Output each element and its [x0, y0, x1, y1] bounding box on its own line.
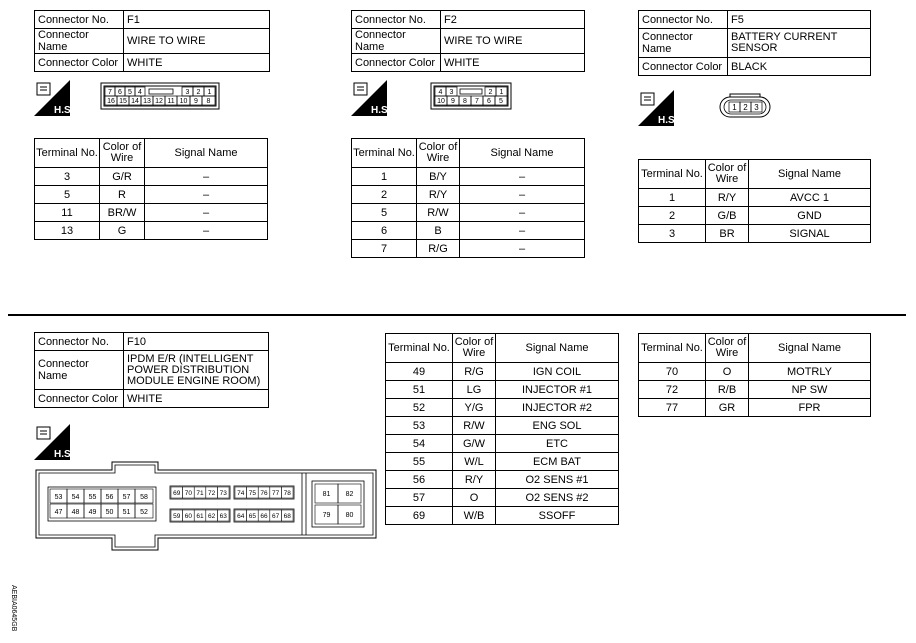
- signal-cell: –: [145, 204, 268, 222]
- f10-pin: 59: [173, 513, 181, 520]
- terminal-cell: 53: [386, 417, 453, 435]
- f2-pin: 6: [487, 98, 491, 105]
- label-connector-color: Connector Color: [639, 58, 728, 76]
- f2-info-table: [351, 10, 585, 72]
- signal-cell: ECM BAT: [496, 453, 619, 471]
- f2-connector-color: WHITE: [441, 54, 585, 72]
- label-connector-color: Connector Color: [352, 54, 441, 72]
- terminal-cell: 57: [386, 489, 453, 507]
- f10-pin: 76: [260, 490, 268, 497]
- f10-pin: 71: [196, 490, 204, 497]
- hs-label: H.S.: [54, 449, 74, 460]
- wire-cell: R/W: [453, 417, 496, 435]
- f1-pin: 15: [119, 98, 127, 105]
- wire-cell: BR: [706, 225, 749, 243]
- table-row: [386, 453, 619, 471]
- wire-cell: GR: [706, 399, 749, 417]
- label-connector-no: Connector No.: [35, 333, 124, 351]
- f2-connector-face: [430, 80, 512, 110]
- wire-cell: B/Y: [417, 168, 460, 186]
- wire-cell: R/G: [417, 240, 460, 258]
- terminal-cell: 2: [352, 186, 417, 204]
- f1-pin: 11: [167, 98, 175, 105]
- hs-icon: [638, 90, 678, 126]
- table-row: [386, 507, 619, 525]
- f1-connector-name: WIRE TO WIRE: [124, 29, 270, 54]
- terminal-cell: 3: [639, 225, 706, 243]
- table-row: [35, 168, 268, 186]
- terminal-cell: 69: [386, 507, 453, 525]
- f1-pin: 5: [128, 89, 132, 96]
- signal-cell: –: [145, 186, 268, 204]
- terminal-cell: 5: [35, 186, 100, 204]
- table-row: [352, 222, 585, 240]
- table-row: [639, 363, 871, 381]
- f1-info-table: [34, 10, 270, 72]
- f1-pin: 6: [118, 89, 122, 96]
- terminal-cell: 77: [639, 399, 706, 417]
- f5-connector-name: BATTERY CURRENT SENSOR: [728, 29, 871, 58]
- f10-pin: 50: [105, 509, 114, 516]
- terminal-cell: 51: [386, 381, 453, 399]
- f10-pin: 56: [105, 494, 114, 501]
- f10-pin: 48: [71, 509, 80, 516]
- wire-cell: R/B: [706, 381, 749, 399]
- terminal-cell: 55: [386, 453, 453, 471]
- signal-cell: –: [460, 222, 585, 240]
- f10-pin: 68: [283, 513, 291, 520]
- f5-pin: 2: [743, 103, 748, 112]
- f10-connector-name: IPDM E/R (INTELLIGENT POWER DISTRIBUTION MODULE ENGINE ROOM): [124, 351, 269, 390]
- f10-pin: 73: [219, 490, 227, 497]
- f10-pin: 82: [345, 491, 354, 498]
- f2-pin: 3: [449, 89, 454, 96]
- terminal-cell: 56: [386, 471, 453, 489]
- f10-pin: 79: [322, 512, 331, 519]
- hs-icon: [34, 80, 74, 116]
- table-row: [386, 363, 619, 381]
- f5-pin: 1: [732, 103, 737, 112]
- terminal-cell: 3: [35, 168, 100, 186]
- header-signal-name: Signal Name: [749, 160, 871, 189]
- hs-label: H.S.: [658, 115, 678, 126]
- f10-pin: 47: [54, 509, 63, 516]
- table-row: [386, 417, 619, 435]
- header-signal-name: Signal Name: [145, 139, 268, 168]
- terminal-cell: 13: [35, 222, 100, 240]
- wire-cell: BR/W: [100, 204, 145, 222]
- f1-pin: 16: [107, 98, 115, 105]
- f10-pin: 78: [283, 490, 291, 497]
- wire-cell: G/R: [100, 168, 145, 186]
- label-connector-no: Connector No.: [35, 11, 124, 29]
- signal-cell: SIGNAL: [749, 225, 871, 243]
- f2-terminal-table: [351, 138, 585, 258]
- f10-pin: 58: [140, 494, 148, 501]
- f2-pin: 1: [499, 89, 504, 96]
- signal-cell: GND: [749, 207, 871, 225]
- f1-pin: 12: [155, 98, 163, 105]
- wire-cell: G/W: [453, 435, 496, 453]
- f10-pin: 62: [207, 513, 216, 520]
- signal-cell: NP SW: [749, 381, 871, 399]
- f1-pin: 10: [179, 98, 188, 105]
- f2-pin: 5: [499, 98, 503, 105]
- f2-pin: 9: [451, 98, 455, 105]
- terminal-cell: 72: [639, 381, 706, 399]
- terminal-cell: 7: [352, 240, 417, 258]
- signal-cell: SSOFF: [496, 507, 619, 525]
- table-row: [386, 471, 619, 489]
- f10-pin: 57: [122, 494, 131, 501]
- f1-pin: 14: [131, 98, 139, 105]
- label-connector-color: Connector Color: [35, 390, 124, 408]
- signal-cell: INJECTOR #1: [496, 381, 619, 399]
- signal-cell: AVCC 1: [749, 189, 871, 207]
- terminal-cell: 52: [386, 399, 453, 417]
- wire-cell: LG: [453, 381, 496, 399]
- header-color-of-wire: Color of Wire: [706, 160, 749, 189]
- f10-pin: 70: [184, 490, 193, 497]
- hs-label: H.S.: [54, 105, 74, 116]
- header-color-of-wire: Color of Wire: [417, 139, 460, 168]
- f10-pin: 65: [248, 513, 257, 520]
- f2-pin: 7: [475, 98, 479, 105]
- terminal-cell: 70: [639, 363, 706, 381]
- header-signal-name: Signal Name: [460, 139, 585, 168]
- f2-pin: 2: [488, 89, 493, 96]
- f1-pin: 4: [138, 89, 142, 96]
- label-connector-name: Connector Name: [35, 351, 124, 390]
- figure-code-text: AEBIA0645GB: [10, 585, 17, 632]
- wire-cell: W/L: [453, 453, 496, 471]
- wire-cell: R/Y: [453, 471, 496, 489]
- table-row: [35, 204, 268, 222]
- hs-icon: [34, 424, 74, 460]
- f10-pin: 72: [207, 490, 216, 497]
- f10-pin: 61: [196, 513, 204, 520]
- label-connector-no: Connector No.: [639, 11, 728, 29]
- signal-cell: INJECTOR #2: [496, 399, 619, 417]
- terminal-cell: 1: [352, 168, 417, 186]
- header-terminal-no: Terminal No.: [386, 334, 453, 363]
- header-color-of-wire: Color of Wire: [706, 334, 749, 363]
- header-color-of-wire: Color of Wire: [453, 334, 496, 363]
- table-row: [386, 489, 619, 507]
- f10-pin: 66: [260, 513, 268, 520]
- f10-pin: 49: [88, 509, 97, 516]
- terminal-cell: 6: [352, 222, 417, 240]
- signal-cell: –: [460, 186, 585, 204]
- f1-connector-color: WHITE: [124, 54, 270, 72]
- header-terminal-no: Terminal No.: [639, 160, 706, 189]
- terminal-cell: 54: [386, 435, 453, 453]
- terminal-cell: 49: [386, 363, 453, 381]
- hs-icon: [351, 80, 391, 116]
- signal-cell: ENG SOL: [496, 417, 619, 435]
- wire-cell: G: [100, 222, 145, 240]
- hs-label: H.S.: [371, 105, 391, 116]
- f10-pin: 53: [54, 494, 63, 501]
- table-row: [639, 399, 871, 417]
- f5-connector-face: [716, 92, 774, 122]
- f10-pin: 60: [184, 513, 193, 520]
- f5-connector-no: F5: [728, 11, 871, 29]
- f5-connector-color: BLACK: [728, 58, 871, 76]
- f1-pin: 2: [196, 89, 201, 96]
- f1-pin: 1: [207, 89, 212, 96]
- header-signal-name: Signal Name: [749, 334, 871, 363]
- wire-cell: O: [706, 363, 749, 381]
- f5-pin: 3: [754, 103, 759, 112]
- f10-pin: 81: [322, 491, 331, 498]
- wire-cell: R/G: [453, 363, 496, 381]
- f5-info-table: [638, 10, 871, 76]
- table-row: [639, 189, 871, 207]
- table-row: [35, 222, 268, 240]
- section-divider: [8, 314, 906, 316]
- figure-code: [3, 585, 15, 635]
- f10-pin: 67: [271, 513, 280, 520]
- wire-cell: G/B: [706, 207, 749, 225]
- signal-cell: –: [460, 240, 585, 258]
- f2-connector-name: WIRE TO WIRE: [441, 29, 585, 54]
- f2-pin: 4: [438, 89, 443, 96]
- f1-pin: 13: [143, 98, 151, 105]
- signal-cell: –: [145, 222, 268, 240]
- table-row: [639, 207, 871, 225]
- table-row: [352, 186, 585, 204]
- table-row: [386, 399, 619, 417]
- signal-cell: –: [460, 204, 585, 222]
- wire-cell: R/W: [417, 204, 460, 222]
- table-row: [386, 435, 619, 453]
- f1-pin: 3: [185, 89, 190, 96]
- f2-pin: 10: [437, 98, 445, 105]
- terminal-cell: 1: [639, 189, 706, 207]
- wire-cell: R/Y: [417, 186, 460, 204]
- f10-pin: 64: [237, 513, 245, 520]
- signal-cell: ETC: [496, 435, 619, 453]
- wire-cell: W/B: [453, 507, 496, 525]
- table-row: [639, 381, 871, 399]
- label-connector-color: Connector Color: [35, 54, 124, 72]
- f5-terminal-table: [638, 159, 871, 243]
- f10-pin: 74: [237, 490, 245, 497]
- header-signal-name: Signal Name: [496, 334, 619, 363]
- signal-cell: FPR: [749, 399, 871, 417]
- f10-pin: 54: [71, 494, 80, 501]
- table-row: [352, 168, 585, 186]
- header-terminal-no: Terminal No.: [352, 139, 417, 168]
- f10-pin: 75: [248, 490, 257, 497]
- f10-terminal-table-a: [385, 333, 619, 525]
- label-connector-name: Connector Name: [352, 29, 441, 54]
- signal-cell: –: [460, 168, 585, 186]
- f2-pin: 8: [463, 98, 467, 105]
- f10-info-table: [34, 332, 269, 408]
- f1-terminal-table: [34, 138, 268, 240]
- wire-cell: R: [100, 186, 145, 204]
- header-terminal-no: Terminal No.: [639, 334, 706, 363]
- f10-connector-no: F10: [124, 333, 269, 351]
- f10-terminal-table-b: [638, 333, 871, 417]
- wire-cell: Y/G: [453, 399, 496, 417]
- f10-pin: 52: [140, 509, 148, 516]
- f1-pin: 8: [206, 98, 211, 105]
- f1-pin: 7: [108, 89, 112, 96]
- f10-pin: 63: [219, 513, 227, 520]
- f10-pin: 80: [345, 512, 354, 519]
- f2-connector-no: F2: [441, 11, 585, 29]
- table-row: [352, 204, 585, 222]
- wire-cell: O: [453, 489, 496, 507]
- label-connector-name: Connector Name: [35, 29, 124, 54]
- header-terminal-no: Terminal No.: [35, 139, 100, 168]
- table-row: [352, 240, 585, 258]
- signal-cell: O2 SENS #2: [496, 489, 619, 507]
- label-connector-no: Connector No.: [352, 11, 441, 29]
- signal-cell: O2 SENS #1: [496, 471, 619, 489]
- f1-connector-face: [100, 80, 220, 110]
- terminal-cell: 11: [35, 204, 100, 222]
- f10-pin: 55: [88, 494, 97, 501]
- terminal-cell: 2: [639, 207, 706, 225]
- signal-cell: MOTRLY: [749, 363, 871, 381]
- terminal-cell: 5: [352, 204, 417, 222]
- wire-cell: B: [417, 222, 460, 240]
- f10-pin: 51: [122, 509, 131, 516]
- f10-pin: 77: [271, 490, 280, 497]
- label-connector-name: Connector Name: [639, 29, 728, 58]
- table-row: [639, 225, 871, 243]
- table-row: [35, 186, 268, 204]
- signal-cell: –: [145, 168, 268, 186]
- signal-cell: IGN COIL: [496, 363, 619, 381]
- f10-connector-face: [34, 460, 380, 552]
- header-color-of-wire: Color of Wire: [100, 139, 145, 168]
- wire-cell: R/Y: [706, 189, 749, 207]
- f1-pin: 9: [194, 98, 198, 105]
- f1-connector-no: F1: [124, 11, 270, 29]
- f10-connector-color: WHITE: [124, 390, 269, 408]
- table-row: [386, 381, 619, 399]
- f10-pin: 69: [173, 490, 181, 497]
